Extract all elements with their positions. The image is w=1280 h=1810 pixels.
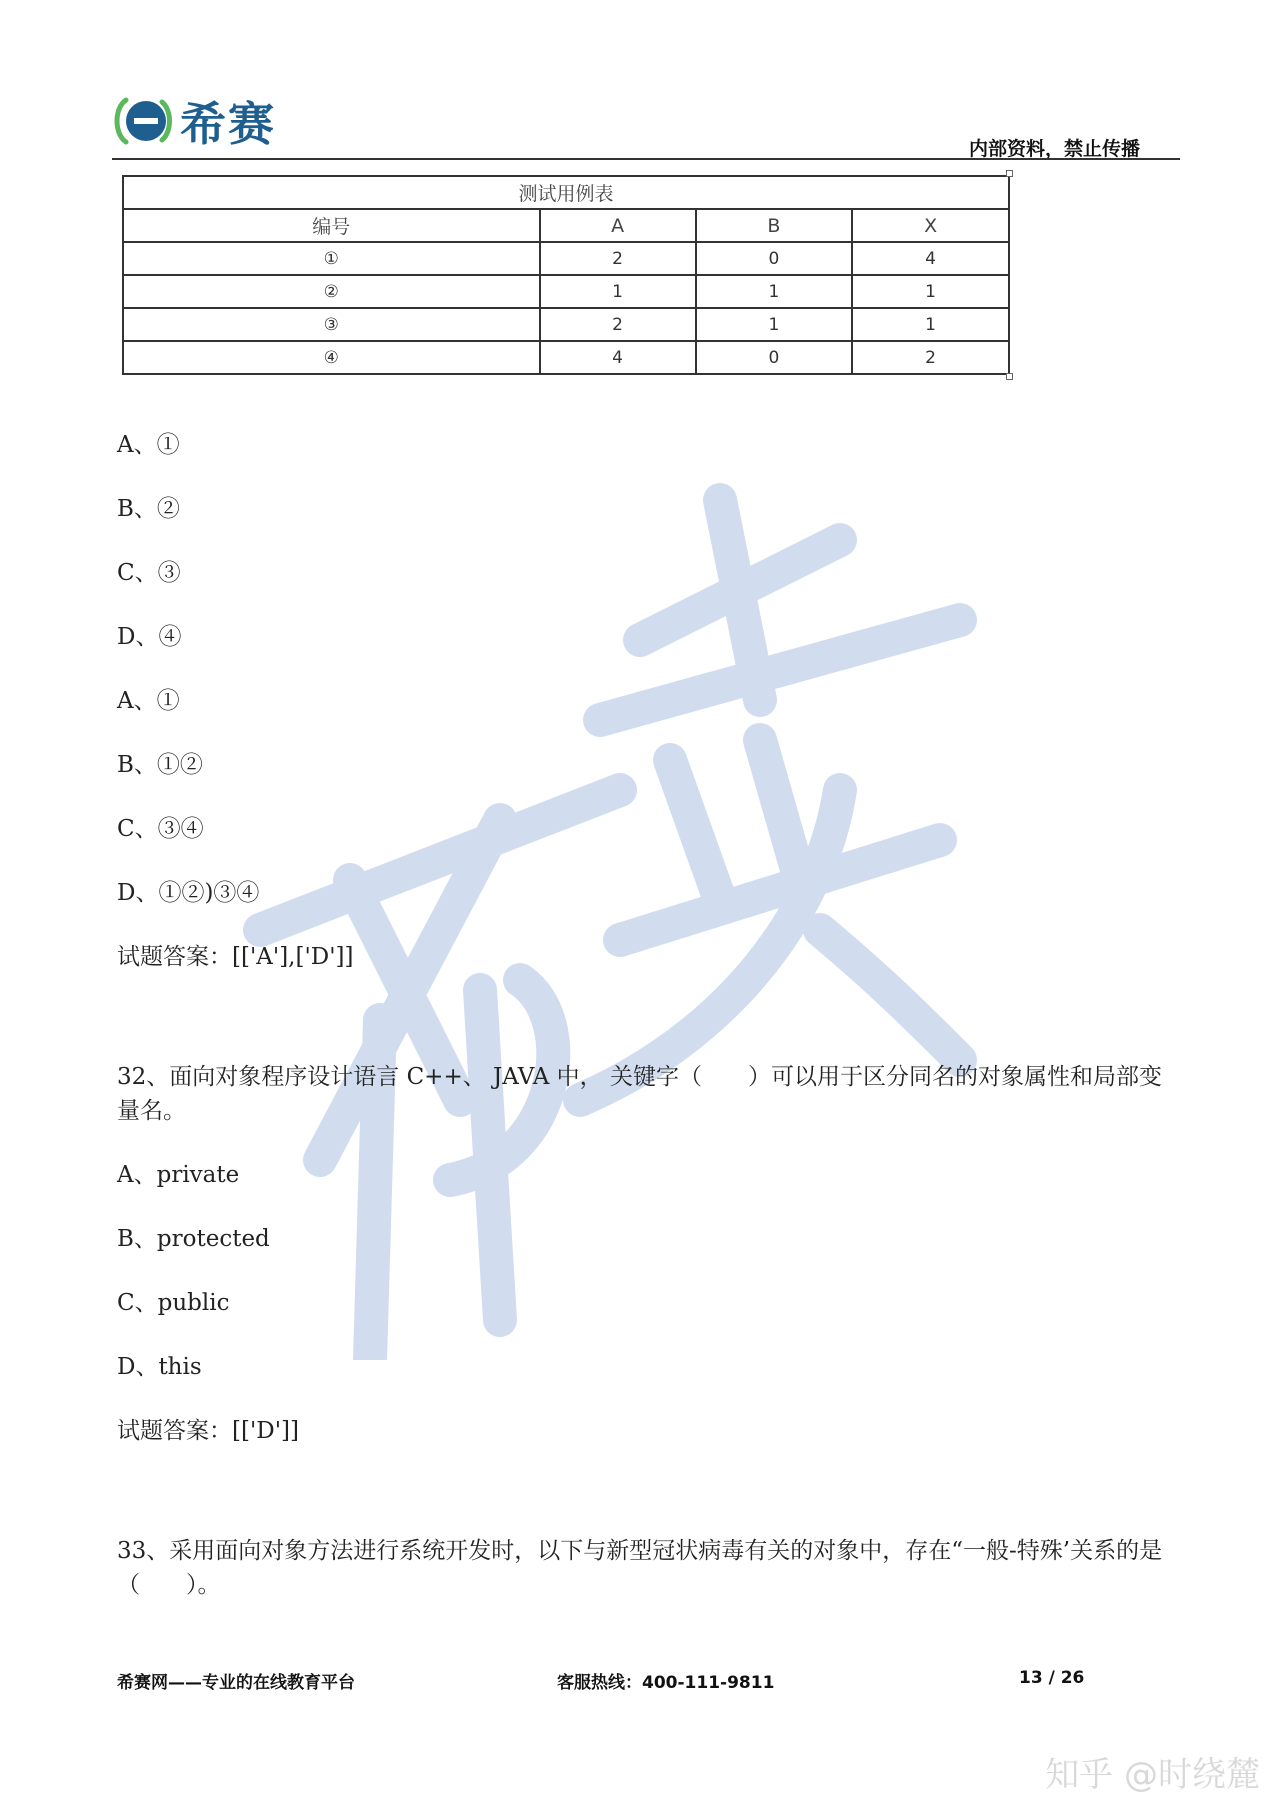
table-cell: 1 bbox=[852, 275, 1009, 308]
table-cell: 0 bbox=[696, 341, 853, 374]
option-item: A、① bbox=[117, 688, 180, 714]
page-number: 13 / 26 bbox=[1019, 1668, 1085, 1688]
answer-text: 试题答案：[['D']] bbox=[117, 1418, 299, 1444]
option-item: D、this bbox=[117, 1354, 202, 1380]
table-row bbox=[123, 341, 1009, 374]
test-case-table-wrapper bbox=[122, 175, 1010, 375]
column-header: 编号 bbox=[123, 209, 540, 242]
footer-site-name: 希赛网——专业的在线教育平台 bbox=[117, 1673, 355, 1693]
question-32-text: 32、面向对象程序设计语言 C++、 JAVA 中， 关键字（ ）可以用于区分同名的对象属性和局部变量名。 bbox=[117, 1064, 1162, 1124]
option-item: B、protected bbox=[117, 1226, 270, 1252]
column-header: B bbox=[696, 209, 853, 242]
option-item: B、①② bbox=[117, 752, 203, 778]
table-cell: ② bbox=[123, 275, 540, 308]
table-cell: 1 bbox=[696, 308, 853, 341]
logo bbox=[112, 92, 276, 150]
table-caption: 测试用例表 bbox=[123, 176, 1009, 209]
option-item: D、④ bbox=[117, 624, 182, 650]
option-item: A、① bbox=[117, 432, 180, 458]
column-header: X bbox=[852, 209, 1009, 242]
option-item: C、③④ bbox=[117, 816, 204, 842]
header-divider bbox=[112, 158, 1180, 160]
table-row bbox=[123, 275, 1009, 308]
table-resize-handle bbox=[1006, 373, 1013, 380]
question-content bbox=[117, 420, 1177, 1602]
option-item: C、③ bbox=[117, 560, 181, 586]
table-cell: 0 bbox=[696, 242, 853, 275]
table-cell: 4 bbox=[852, 242, 1009, 275]
table-cell: 2 bbox=[852, 341, 1009, 374]
table-cell: 1 bbox=[696, 275, 853, 308]
table-header-row bbox=[123, 209, 1009, 242]
source-watermark: 知乎 @时绕麓 bbox=[1045, 1755, 1260, 1795]
question-33-text: 33、采用面向对象方法进行系统开发时，以下与新型冠状病毒有关的对象中，存在“一般-特殊’关系的是（ ）。 bbox=[117, 1538, 1163, 1598]
table-cell: 4 bbox=[540, 341, 696, 374]
table-cell: ④ bbox=[123, 341, 540, 374]
table-row bbox=[123, 242, 1009, 275]
footer-hotline: 客服热线：400-111-9811 bbox=[557, 1673, 775, 1693]
option-item: A、private bbox=[117, 1162, 240, 1188]
header-confidential-note: 内部资料，禁止传播 bbox=[968, 138, 1140, 160]
option-item: B、② bbox=[117, 496, 180, 522]
table-cell: 2 bbox=[540, 242, 696, 275]
test-case-table bbox=[122, 175, 1010, 375]
option-item: C、public bbox=[117, 1290, 230, 1316]
answer-text: 试题答案：[['A'],['D']] bbox=[117, 944, 354, 970]
table-cell: 1 bbox=[540, 275, 696, 308]
column-header: A bbox=[540, 209, 696, 242]
option-item: D、①②)③④ bbox=[117, 880, 260, 906]
page-header bbox=[112, 86, 1180, 160]
table-resize-handle bbox=[1006, 170, 1013, 177]
table-cell: 1 bbox=[852, 308, 1009, 341]
logo-text: 希赛 bbox=[180, 97, 276, 151]
table-cell: ③ bbox=[123, 308, 540, 341]
table-cell: ① bbox=[123, 242, 540, 275]
table-cell: 2 bbox=[540, 308, 696, 341]
logo-e-icon bbox=[112, 94, 174, 148]
table-row bbox=[123, 308, 1009, 341]
